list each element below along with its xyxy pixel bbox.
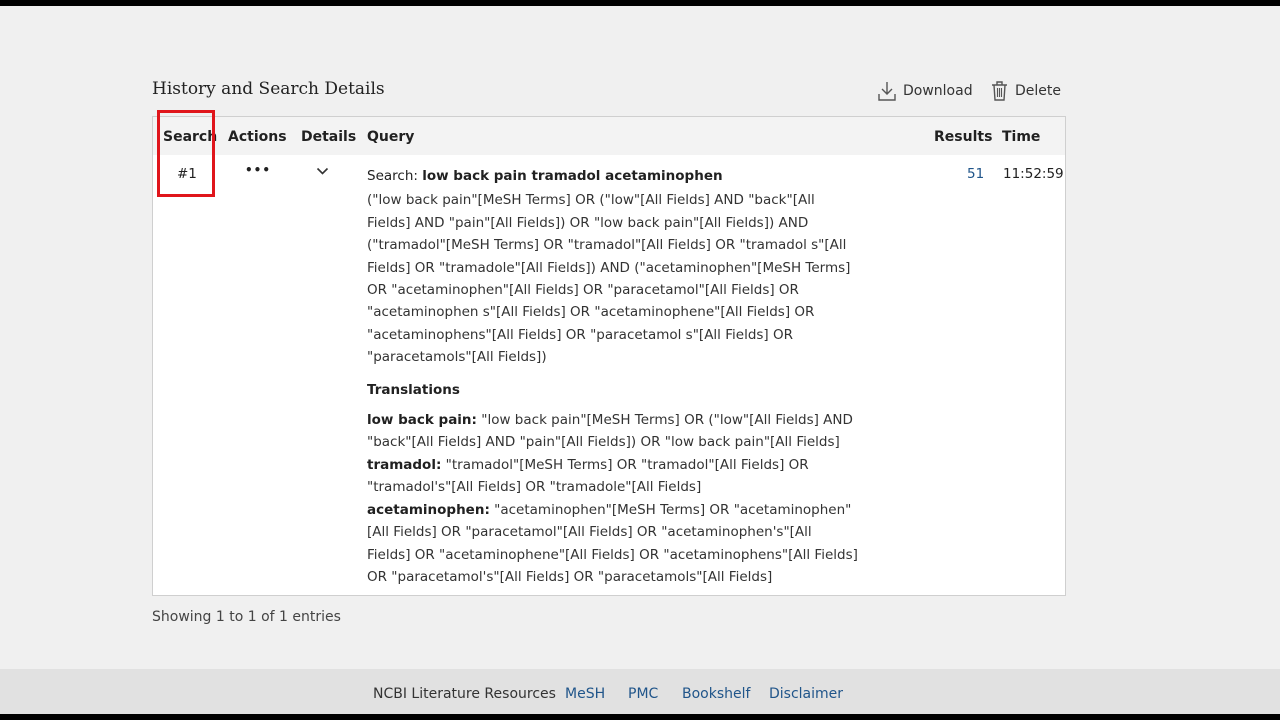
search-number: #1	[177, 166, 197, 182]
download-icon	[877, 80, 897, 102]
header-time[interactable]: Time	[1002, 129, 1041, 145]
translation-text: "low back pain"[MeSH Terms] OR ("low"[All Fields] AND "back"[All Fields] AND "pain"[All Fields]) OR "low back pain"[All Fields]	[367, 412, 853, 451]
footer-link-mesh[interactable]: MeSH	[565, 686, 606, 702]
search-line	[367, 165, 859, 187]
bottom-border	[0, 714, 1280, 720]
footer	[0, 669, 1280, 714]
translation-item	[367, 499, 859, 589]
search-terms: low back pain tramadol acetaminophen	[422, 168, 723, 184]
header-results[interactable]: Results	[934, 129, 993, 145]
results-count-link[interactable]: 51	[967, 166, 985, 182]
footer-link-disclaimer[interactable]: Disclaimer	[769, 686, 844, 702]
search-prefix: Search:	[367, 168, 418, 184]
query-details: ("low back pain"[MeSH Terms] OR ("low"[All Fields] AND "back"[All Fields] AND "pain"[All Fields]) OR "low back pain"[All Fields]) AND ("tramadol"[MeSH Terms] OR "tramadol"[All Fields] OR "tramadol s"[All Fields] OR "tramadole"[All Fields]) AND ("acetaminophen"[MeSH Terms] OR "acetaminophen"[All Fields] OR "paracetamol"[All Fields] OR "acetaminophen s"[All Fields] OR "acetaminophene"[All Fields] OR "acetaminophens"[All Fields] OR "paracetamol s"[All Fields] OR "paracetamols"[All Fields])	[367, 192, 851, 366]
search-time: 11:52:59	[1003, 166, 1064, 182]
header-query: Query	[367, 129, 415, 145]
download-button[interactable]	[877, 78, 973, 104]
footer-link-bookshelf[interactable]: Bookshelf	[682, 686, 751, 702]
delete-button[interactable]	[990, 78, 1061, 104]
section-title: History and Search Details	[152, 79, 385, 99]
query-cell	[367, 165, 859, 588]
footer-label: NCBI Literature Resources	[373, 686, 556, 702]
footer-link-pmc[interactable]: PMC	[628, 686, 659, 702]
translation-term: tramadol:	[367, 456, 442, 473]
trash-icon	[990, 80, 1009, 102]
translations-list	[367, 409, 859, 588]
details-toggle[interactable]	[316, 164, 329, 180]
header-search[interactable]: Search	[163, 129, 218, 145]
download-label: Download	[903, 83, 973, 99]
entries-info: Showing 1 to 1 of 1 entries	[152, 609, 341, 625]
table-header	[153, 117, 1065, 155]
header-actions: Actions	[228, 129, 287, 145]
chevron-down-icon	[316, 166, 329, 176]
translation-term: acetaminophen:	[367, 501, 490, 518]
history-table	[152, 116, 1066, 596]
translation-item	[367, 454, 859, 499]
top-border	[0, 0, 1280, 6]
translation-text: "acetaminophen"[MeSH Terms] OR "acetaminophen"[All Fields] OR "paracetamol"[All Fields] OR "acetaminophen's"[All Fields] OR "acetaminophene"[All Fields] OR "acetaminophens"[All Fields] OR "paracetamol's"[All Fields] OR "paracetamols"[All Fields]	[367, 501, 858, 585]
translation-item	[367, 409, 859, 454]
actions-menu-button[interactable]: •••	[245, 163, 272, 177]
delete-label: Delete	[1015, 83, 1061, 99]
translation-term: low back pain:	[367, 412, 477, 429]
translations-title: Translations	[367, 381, 460, 398]
header-details: Details	[301, 129, 357, 145]
translation-text: "tramadol"[MeSH Terms] OR "tramadol"[All Fields] OR "tramadol's"[All Fields] OR "tramadole"[All Fields]	[367, 456, 809, 496]
